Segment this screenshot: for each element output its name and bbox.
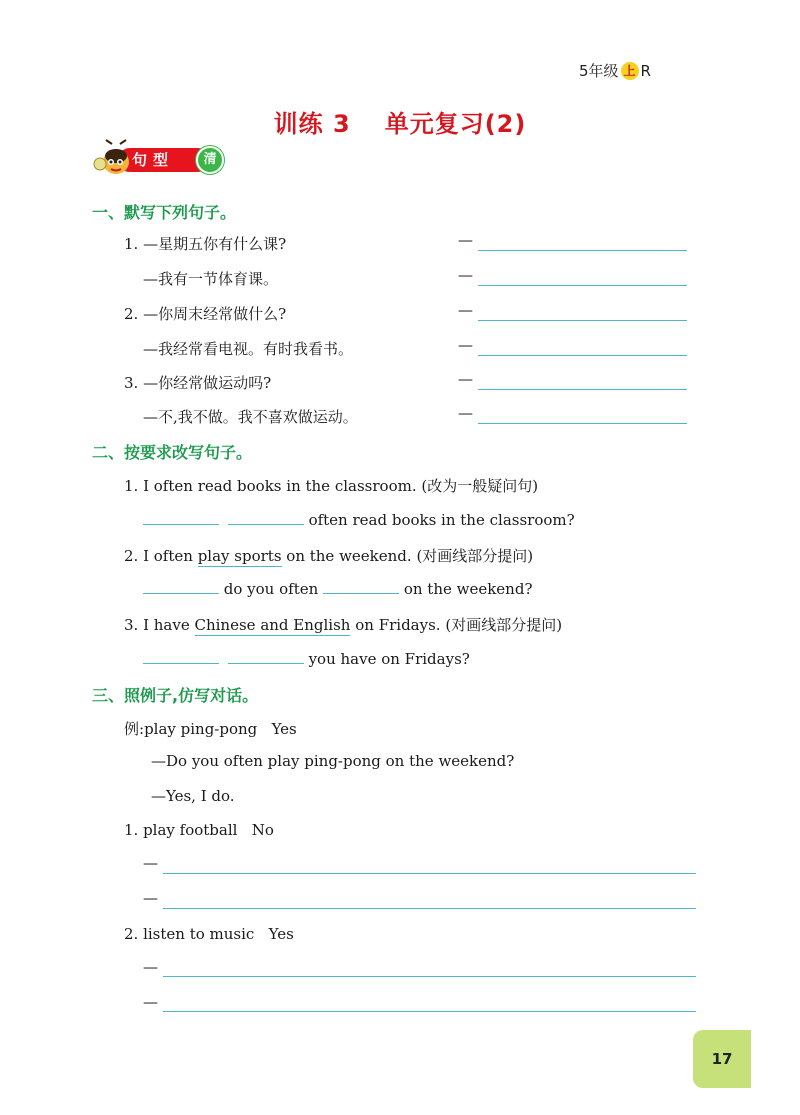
s1-answer-line-3[interactable] [478,320,687,321]
blank-field[interactable] [228,510,304,525]
blank-field[interactable] [143,579,219,594]
s3-answer-line-3[interactable] [163,976,696,977]
s3-dash-1: — [143,854,158,872]
section-3-heading: 三、照例子,仿写对话。 [92,686,259,705]
sentence-pattern-badge [92,138,232,182]
s1-dash-4: — [458,336,473,354]
badge-label: 句型 [118,148,210,172]
s3-answer-line-2[interactable] [163,908,696,909]
s1-line-4: —我经常看电视。有时我看书。 [143,340,354,358]
section-2-heading: 二、按要求改写句子。 [92,443,253,462]
s2-question-2: 2. I often play sports on the weekend. (对画线部分提问) [124,547,534,565]
blank-field[interactable] [143,649,219,664]
blank-field[interactable] [228,649,304,664]
badge-circle: 清 [196,146,224,174]
instruction-note: (改为一般疑问句) [421,477,539,495]
s1-answer-line-5[interactable] [478,389,687,390]
s1-dash-5: — [458,370,473,388]
s2-answer-3: you have on Fridays? [143,649,470,668]
example-question: —Do you often play ping-pong on the weekend? [151,752,515,770]
s1-answer-line-2[interactable] [478,285,687,286]
s3-dash-3: — [143,958,158,976]
blank-field[interactable] [143,510,219,525]
blank-field[interactable] [323,579,399,594]
s1-dash-3: — [458,301,473,319]
example-answer: —Yes, I do. [151,787,235,805]
s2-answer-1: often read books in the classroom? [143,510,575,529]
mascot-icon [92,138,136,182]
section-1-heading: 一、默写下列句子。 [92,203,237,222]
s1-answer-line-4[interactable] [478,355,687,356]
s3-item-1: 1. play football No [124,821,274,839]
example-prompt: 例:play ping-pong Yes [124,720,297,738]
grade-label: 5年级 上 R [579,61,651,80]
page-title: 训练 3 单元复习(2) [273,110,527,138]
underlined-phrase: Chinese and English [194,616,351,634]
s3-answer-line-4[interactable] [163,1011,696,1012]
underlined-phrase: play sports [197,547,282,565]
s2-answer-2: do you often on the weekend? [143,579,533,598]
s1-dash-1: — [458,231,473,249]
s1-line-2: —我有一节体育课。 [143,270,279,288]
s1-answer-line-1[interactable] [478,250,687,251]
s1-line-1: 1. —星期五你有什么课? [124,235,287,253]
s3-item-2: 2. listen to music Yes [124,925,294,943]
page-number: 17 [693,1030,751,1088]
s1-dash-6: — [458,404,473,422]
s2-question-1: 1. I often read books in the classroom. (改为一般疑问句) [124,477,539,495]
s1-answer-line-6[interactable] [478,423,687,424]
instruction-note: (对画线部分提问) [416,547,534,565]
s3-answer-line-1[interactable] [163,873,696,874]
s1-line-3: 2. —你周末经常做什么? [124,305,287,323]
s1-line-5: 3. —你经常做运动吗? [124,374,272,392]
s1-line-6: —不,我不做。我不喜欢做运动。 [143,408,358,426]
s2-question-3: 3. I have Chinese and English on Fridays. (对画线部分提问) [124,616,563,634]
instruction-note: (对画线部分提问) [445,616,563,634]
grade-term-badge: 上 [621,62,639,80]
s1-dash-2: — [458,266,473,284]
s3-dash-4: — [143,993,158,1011]
s3-dash-2: — [143,889,158,907]
